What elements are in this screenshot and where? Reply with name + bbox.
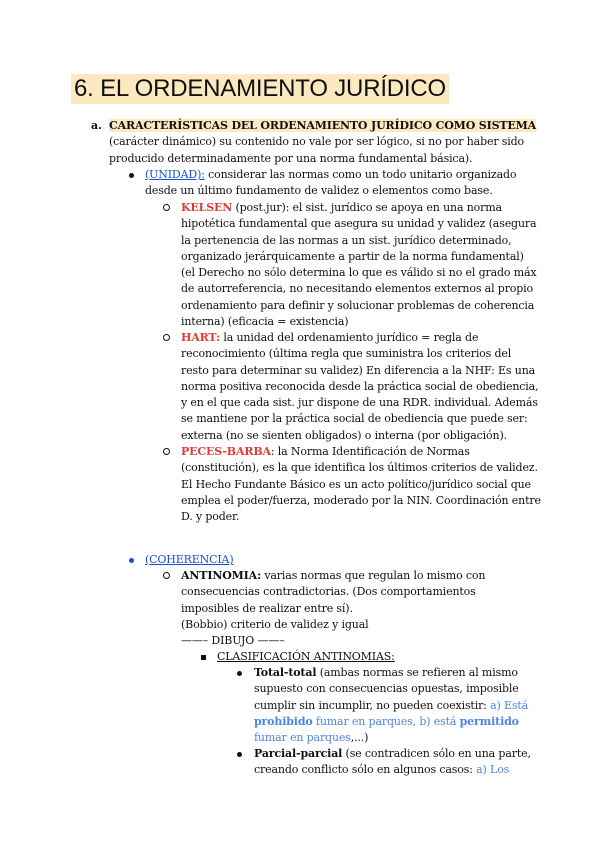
bullet-dot-icon bbox=[129, 167, 134, 183]
total-item bbox=[254, 665, 584, 746]
kelsen-name: KELSEN bbox=[181, 201, 233, 214]
antinomia-line: ——– DIBUJO ——– bbox=[181, 634, 285, 648]
bullet-circle-icon bbox=[163, 330, 170, 346]
bullet-dot-icon bbox=[237, 665, 242, 681]
hart-line: y en el que cada sist. jur dispone de una RDR. individual. Además bbox=[181, 396, 538, 410]
section-text-line: (carácter dinámico) su contenido no vale por ser lógico, si no por haber sido bbox=[109, 135, 524, 149]
hart-line: norma positiva reconocida desde la práctica social de obediencia, bbox=[181, 379, 539, 393]
antinomia-item bbox=[181, 568, 581, 649]
unidad-link[interactable]: (UNIDAD): bbox=[145, 168, 205, 181]
total-line: supuesto con consecuencias opuestas, imposible bbox=[254, 682, 519, 696]
coherencia-item bbox=[145, 552, 585, 568]
hart-line: resto para determinar su validez) En diferencia a la NHF: Es una bbox=[181, 363, 536, 377]
unidad-text: considerar las normas como un todo unitario organizado bbox=[204, 168, 517, 181]
parcial-item bbox=[254, 746, 584, 779]
kelsen-text: (post.jur): el sist. jurídico se apoya en una norma bbox=[232, 201, 502, 214]
total-keyword: permitido bbox=[459, 714, 519, 728]
total-name: Total-total bbox=[254, 666, 317, 679]
peces-line: (constitución), es la que identifica los últimos criterios de validez. bbox=[181, 461, 538, 475]
parcial-text: (se contradicen sólo en una parte, bbox=[342, 747, 531, 760]
unidad-text-line: desde un último fundamento de validez o elementos como base. bbox=[145, 184, 493, 198]
kelsen-line: interna) (eficacia = existencia) bbox=[181, 315, 349, 329]
section-marker: a. bbox=[91, 119, 102, 132]
kelsen-item bbox=[181, 200, 581, 330]
antinomia-text: varias normas que regulan lo mismo con bbox=[260, 569, 486, 582]
kelsen-line: de autorreferencia, no necesitando elementos externos al propio bbox=[181, 282, 534, 296]
unidad-item bbox=[145, 167, 585, 200]
total-example: fumar en parques, b) está bbox=[312, 714, 460, 728]
clasificacion-item bbox=[217, 649, 577, 665]
total-text: (ambas normas se refieren al mismo bbox=[316, 666, 518, 679]
page-title: 6. EL ORDENAMIENTO JURÍDICO bbox=[71, 74, 449, 104]
antinomia-name: ANTINOMIA: bbox=[181, 569, 261, 582]
hart-name: HART: bbox=[181, 331, 220, 344]
parcial-name: Parcial-parcial bbox=[254, 747, 343, 760]
hart-line: reconocimiento (última regla que suministra los criterios del bbox=[181, 347, 512, 361]
section-a bbox=[109, 118, 579, 167]
parcial-example: a) Los bbox=[476, 763, 510, 777]
clasificacion-label: CLASIFICACIÓN ANTINOMIAS: bbox=[217, 650, 395, 663]
parcial-line: creando conflicto sólo en algunos casos: bbox=[254, 763, 477, 777]
peces-line: D. y poder. bbox=[181, 510, 240, 524]
total-example: a) Está bbox=[490, 698, 529, 712]
total-keyword: prohibido bbox=[254, 714, 313, 728]
peces-line: emplea el poder/fuerza, moderado por la NIN. Coordinación entre bbox=[181, 493, 541, 507]
peces-text: : la Norma Identificación de Normas bbox=[270, 445, 470, 458]
bullet-circle-icon bbox=[163, 568, 170, 584]
kelsen-line: (el Derecho no sólo determina lo que es válido si no el grado máx bbox=[181, 266, 537, 280]
section-heading: CARACTERÍSTICAS DEL ORDENAMIENTO JURÍDICO COMO SISTEMA bbox=[109, 119, 537, 132]
kelsen-line: ordenamiento para definir y solucionar problemas de coherencia bbox=[181, 298, 535, 312]
coherencia-link[interactable]: (COHERENCIA) bbox=[145, 553, 234, 566]
hart-item bbox=[181, 330, 581, 444]
antinomia-line: (Bobbio) criterio de validez y igual bbox=[181, 617, 369, 631]
bullet-dot-icon bbox=[237, 746, 242, 762]
hart-line: se mantiene por la práctica social de obediencia que puede ser: bbox=[181, 412, 528, 426]
peces-item bbox=[181, 444, 581, 525]
antinomia-line: consecuencias contradictorias. (Dos comportamientos bbox=[181, 585, 476, 599]
bullet-dot-icon bbox=[129, 552, 134, 568]
bullet-circle-icon bbox=[163, 200, 170, 216]
peces-name: PECES-BARBA bbox=[181, 445, 271, 458]
kelsen-line: organizado jerárquicamente a partir de la norma fundamental) bbox=[181, 249, 524, 263]
bullet-square-icon bbox=[201, 649, 206, 665]
bullet-circle-icon bbox=[163, 444, 170, 460]
kelsen-line: la pertenencia de las normas a un sist. jurídico determinado, bbox=[181, 233, 512, 247]
kelsen-line: hipotética fundamental que asegura su unidad y validez (asegura bbox=[181, 217, 537, 231]
total-line: cumplir sin incumplir, no pueden coexistir: bbox=[254, 698, 491, 712]
section-text-line: producido determinadamente por una norma fundamental básica). bbox=[109, 151, 473, 165]
total-line: ,...) bbox=[350, 731, 369, 745]
hart-text: la unidad del ordenamiento jurídico = regla de bbox=[219, 331, 479, 344]
total-example: fumar en parques bbox=[254, 731, 351, 745]
peces-line: El Hecho Fundante Básico es un acto político/jurídico social que bbox=[181, 477, 531, 491]
antinomia-line: imposibles de realizar entre sí). bbox=[181, 601, 353, 615]
hart-line: externa (no se sienten obligados) o interna (por obligación). bbox=[181, 428, 507, 442]
